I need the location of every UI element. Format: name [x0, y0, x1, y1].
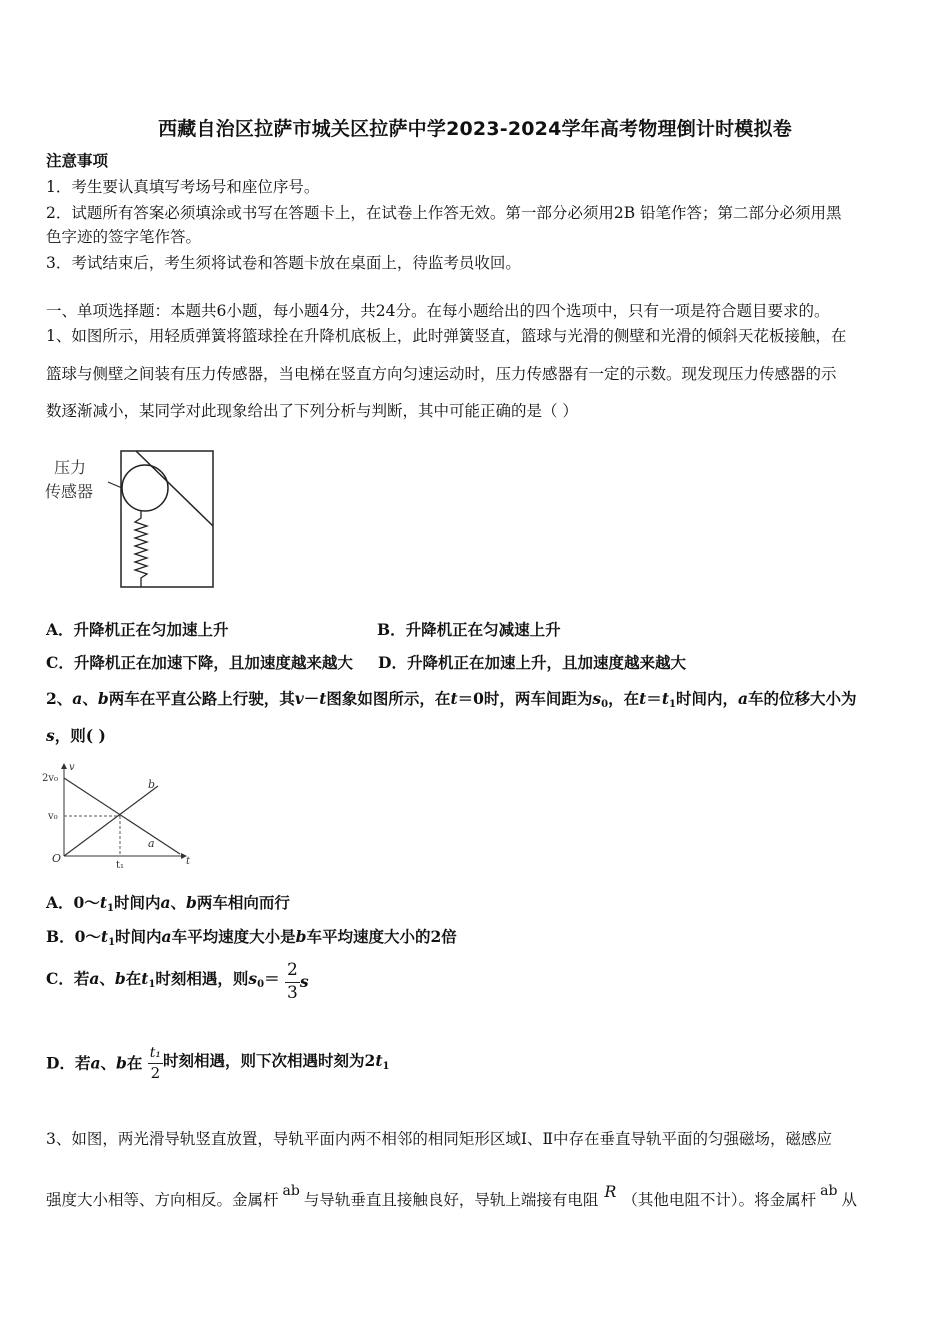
tick-2v0: 2v₀ — [42, 773, 59, 784]
rod-ab-2: ab — [820, 1183, 838, 1199]
notice-item-3: 3．考试结束后，考生须将试卷和答题卡放在桌面上，待监考员收回。 — [46, 254, 521, 272]
line-b — [64, 786, 158, 856]
q1-option-d: D．升降机正在加速上升，且加速度越来越大 — [378, 653, 686, 672]
q2-option-b: B．$0\sim t_1$时间内a车平均速度大小是b车平均速度大小的2倍 — [46, 927, 457, 948]
resistor-r: R — [604, 1182, 617, 1201]
basketball — [122, 465, 168, 511]
fraction-t1-half: $\frac{\text{t₁}}{2}$ — [149, 1045, 162, 1082]
sensor-label-1: 压力 — [54, 458, 87, 477]
y-axis-label: v — [69, 762, 75, 773]
q3-line-2: 强度大小相等、方向相反。金属杆 ab 与导轨垂直且接触良好，导轨上端接有电阻 R （其他电阻不计）。将金属杆 ab 从 — [46, 1182, 857, 1209]
q1-line-1: 1、如图所示，用轻质弹簧将篮球拴在升降机底板上，此时弹簧竖直，篮球与光滑的侧壁和光滑的倾斜天花板接触，在 — [46, 327, 847, 345]
origin-label: O — [52, 852, 62, 865]
notice-item-2-cont: 色字迹的签字笔作答。 — [46, 228, 202, 246]
line-b-label: b — [148, 778, 156, 791]
q1-line-3: 数逐渐减小，某同学对此现象给出了下列分析与判断，其中可能正确的是（ ） — [46, 402, 578, 420]
line-a-label: a — [148, 837, 155, 850]
notice-item-2: 2．试题所有答案必须填涂或书写在答题卡上，在试卷上作答无效。第一部分必须用2B 铅笔作答；第二部分必须用黑 — [46, 204, 842, 222]
sensor-label-2: 传感器 — [45, 482, 94, 501]
elevator-box — [121, 451, 213, 587]
inclined-ceiling — [136, 451, 213, 526]
sensor-pointer — [108, 482, 122, 488]
q2-line-2: s，则( ) — [46, 726, 106, 745]
fraction-two-thirds: $\frac{2}{3}$ — [287, 960, 298, 1003]
q2-line-1: 2、a、b两车在平直公路上行驶，其v－t图象如图所示，在t＝0时，两车间距为$s_0$，在$t=t_1$时间内，a车的位移大小为 — [46, 689, 857, 710]
q2-option-a: A．$0\sim t_1$时间内a、b两车相向而行 — [46, 893, 290, 914]
x-axis-label: t — [186, 856, 191, 867]
q2-option-d: D．若a、b在 $\frac{\text{t₁}}{2}$ 时刻相遇，则下次相遇时刻为$2t_1$ — [46, 1045, 390, 1082]
q2-vt-graph — [40, 760, 200, 872]
spring — [135, 511, 147, 587]
notice-item-1: 1．考生要认真填写考场号和座位序号。 — [46, 178, 320, 196]
tick-t1: t₁ — [116, 860, 125, 871]
q1-option-c: C．升降机正在加速下降，且加速度越来越大 — [46, 653, 353, 672]
notice-heading: 注意事项 — [46, 151, 109, 170]
rod-ab-1: ab — [282, 1183, 300, 1199]
q1-option-b: B．升降机正在匀减速上升 — [377, 620, 561, 639]
q1-figure — [40, 448, 220, 593]
q2-option-c: C．若a、b在$t_1$时刻相遇，则$s_0=$ $\frac{2}{3}$ s — [46, 960, 309, 1003]
tick-v0: v₀ — [48, 811, 58, 822]
q3-line-1: 3、如图，两光滑导轨竖直放置，导轨平面内两不相邻的相同矩形区域Ⅰ、Ⅱ中存在垂直导轨平面的匀强磁场，磁感应 — [46, 1130, 833, 1148]
q1-option-a: A．升降机正在匀加速上升 — [46, 620, 229, 639]
page-title: 西藏自治区拉萨市城关区拉萨中学2023-2024学年高考物理倒计时模拟卷 — [158, 118, 792, 140]
q1-line-2: 篮球与侧壁之间装有压力传感器，当电梯在竖直方向匀速运动时，压力传感器有一定的示数。现发现压力传感器的示 — [46, 365, 837, 383]
section-heading: 一、单项选择题：本题共6小题，每小题4分，共24分。在每小题给出的四个选项中，只有一项是符合题目要求的。 — [46, 302, 830, 320]
